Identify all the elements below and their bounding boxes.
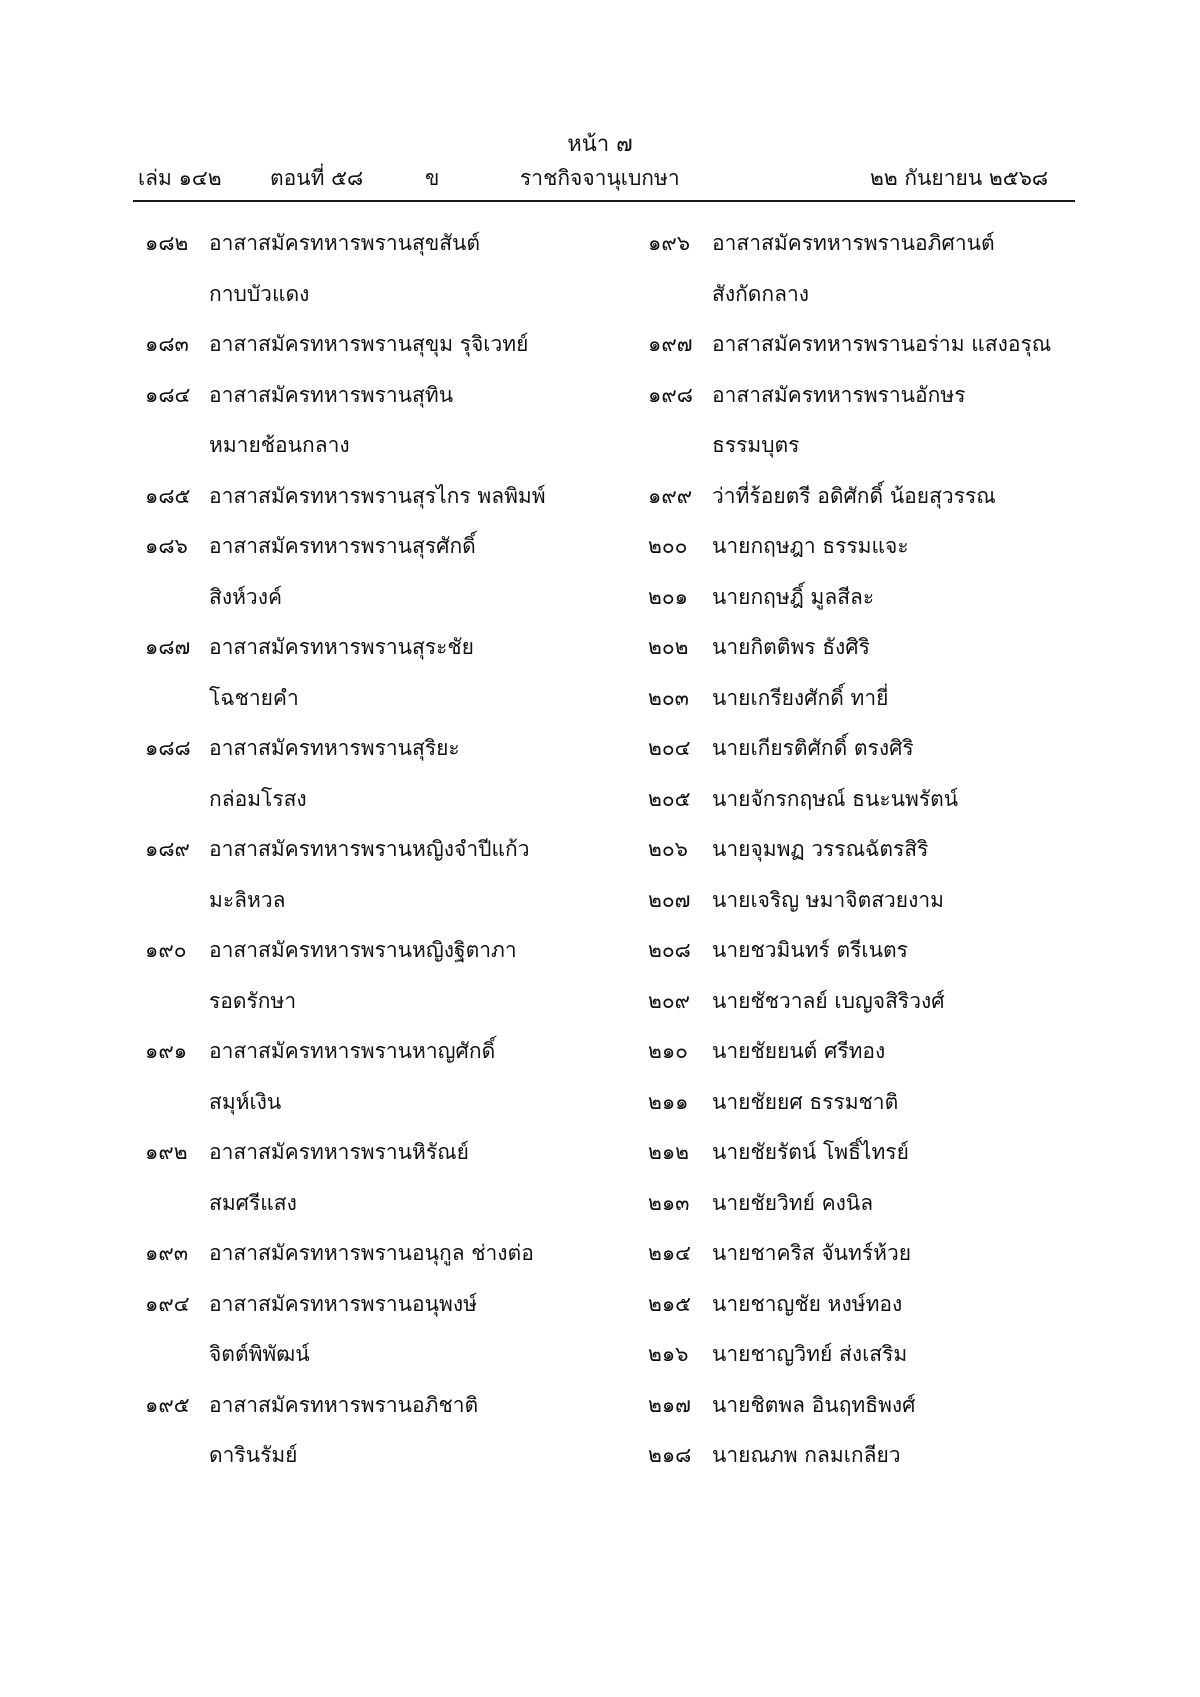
entry-line [145,1289,615,1340]
entry-name-continuation: กาบบัวแดง [209,281,310,306]
entry-line [145,1036,615,1087]
entry-number: ๑๙๗ [648,332,693,356]
list-item [145,935,615,1036]
entry-number: ๒๑๐ [648,1039,688,1063]
entry-name: นายชิตพล อินฤทธิพงศ์ [712,1392,916,1417]
entry-name: อาสาสมัครทหารพรานสุรไกร พลพิมพ์ [209,483,546,508]
entry-line [145,380,615,431]
gazette-header [0,162,1200,196]
list-item [648,986,1118,1037]
list-item [145,228,615,329]
list-item [648,228,1118,329]
entry-number: ๑๙๙ [648,483,693,508]
entry-name: ว่าที่ร้อยตรี อดิศักดิ์ น้อยสุวรรณ [712,483,996,508]
entry-number: ๑๙๘ [648,382,693,407]
entry-name: อาสาสมัครทหารพรานหาญศักดิ์ [209,1039,496,1063]
entry-name: อาสาสมัครทหารพรานสุขสันต์ [209,231,481,255]
entry-name: อาสาสมัครทหารพรานหญิงจำปีแก้ว [209,837,530,861]
list-item [145,733,615,834]
list-item [648,1137,1118,1188]
entry-line [648,531,1118,582]
entry-number: ๑๙๖ [648,231,691,255]
entry-line [648,1339,1118,1390]
section-label: ข [425,166,440,190]
header-rule [133,200,1075,202]
entry-name-continuation: มะลิหวล [209,887,286,912]
entry-number: ๒๐๗ [648,887,691,912]
list-item [648,784,1118,835]
entry-line [648,1137,1118,1188]
entry-name: นายชัยรัตน์ โพธิ์ไทรย์ [712,1140,909,1164]
list-item [648,885,1118,936]
entry-number: ๑๘๖ [145,534,188,558]
list-item [145,1238,615,1289]
entry-number: ๒๐๐ [648,534,688,558]
entry-number: ๒๐๒ [648,635,689,659]
entry-line [145,834,615,885]
entry-name-continuation: กล่อมโรสง [209,786,307,811]
entry-name: นายเกียรติศักดิ์ ตรงศิริ [712,736,914,760]
entry-number: ๑๘๓ [145,332,189,356]
entry-line [145,1137,615,1188]
left-column [145,228,615,1491]
list-item [145,1390,615,1491]
entry-line [145,228,615,279]
entry-name: อาสาสมัครทหารพรานอนุกูล ช่างต่อ [209,1241,534,1265]
entry-name: นายกิตติพร ธังศิริ [712,635,870,659]
entry-name: อาสาสมัครทหารพรานหิรัณย์ [209,1140,469,1164]
entry-number: ๑๙๐ [145,938,187,962]
entry-name: อาสาสมัครทหารพรานหญิงฐิตาภา [209,938,517,962]
entry-line [648,986,1118,1037]
entry-line [648,784,1118,835]
list-item [648,1440,1118,1491]
entry-name: อาสาสมัครทหารพรานอภิชาติ [209,1392,479,1417]
entry-name: อาสาสมัครทหารพรานสุระชัย [209,635,474,659]
entry-name: อาสาสมัครทหารพรานสุริยะ [209,736,460,760]
volume-label: เล่ม ๑๔๒ [138,166,222,190]
list-item [648,1036,1118,1087]
entry-line [145,632,615,683]
entry-name-continuation: หมายช้อนกลาง [209,433,350,457]
entry-line [648,935,1118,986]
entry-number: ๑๘๔ [145,382,191,407]
entry-number: ๑๙๒ [145,1140,188,1164]
entry-line [648,834,1118,885]
entry-number: ๒๑๘ [648,1443,692,1467]
list-item [648,1390,1118,1441]
entry-line [648,885,1118,936]
list-item [648,531,1118,582]
entry-name: นายชัยยนต์ ศรีทอง [712,1039,886,1063]
right-column [648,228,1118,1491]
entry-name: นายชาญวิทย์ ส่งเสริม [712,1342,908,1366]
entry-name-continuation: จิตต์พิพัฒน์ [209,1342,310,1366]
entry-line [648,1188,1118,1239]
list-item [648,1238,1118,1289]
list-item [648,582,1118,633]
list-item [648,1087,1118,1138]
entry-line [145,733,615,784]
list-item [145,1036,615,1137]
entry-line [648,683,1118,734]
list-item [648,834,1118,885]
entry-name: นายชัชวาลย์ เบญจสิริวงศ์ [712,988,945,1013]
list-item [648,935,1118,986]
entry-name: นายชาคริส จันทร์ห้วย [712,1241,912,1265]
list-item [145,329,615,380]
entry-line [648,380,1118,431]
entry-line [648,1289,1118,1340]
entry-name: นายจุมพฏ วรรณฉัตรสิริ [712,837,929,861]
entry-name: อาสาสมัครทหารพรานอร่าม แสงอรุณ [712,332,1052,356]
issue-label: ตอนที่ ๕๘ [270,166,364,190]
entry-number: ๒๑๗ [648,1392,691,1417]
entry-name-continuation: สังกัดกลาง [712,281,810,306]
entry-number: ๒๐๕ [648,786,691,811]
entry-number: ๑๙๔ [145,1291,190,1316]
entry-name: อาสาสมัครทหารพรานอักษร [712,382,966,407]
list-item [145,531,615,632]
entry-number: ๒๐๑ [648,584,688,609]
entry-number: ๒๑๕ [648,1291,692,1316]
list-item [145,481,615,532]
entry-line [648,1036,1118,1087]
list-item [145,632,615,733]
entry-name-continuation: สมุห์เงิน [209,1089,282,1114]
list-item [648,632,1118,683]
entry-line [648,1087,1118,1138]
entry-name: อาสาสมัครทหารพรานสุขุม รุจิเวทย์ [209,332,529,356]
entry-number: ๒๐๔ [648,736,691,760]
entry-name-continuation: สิงห์วงค์ [209,584,283,609]
entry-name-continuation: โฉชายคำ [209,685,299,710]
entry-name: นายณภพ กลมเกลียว [712,1443,901,1467]
entry-name: นายชวมินทร์ ตรีเนตร [712,938,908,962]
entry-name: นายชาญชัย หงษ์ทอง [712,1291,903,1316]
entry-number: ๑๙๕ [145,1392,190,1417]
entry-line [648,632,1118,683]
entry-number: ๑๘๙ [145,837,190,861]
list-item [648,683,1118,734]
entry-name: นายเกรียงศักดิ์ ทายี่ [712,685,889,710]
entry-line [648,481,1118,532]
entry-number: ๑๘๗ [145,635,191,659]
list-item [648,380,1118,481]
entry-line [145,531,615,582]
entry-name: นายชัยวิทย์ คงนิล [712,1190,874,1215]
entry-line [145,935,615,986]
entry-name-continuation: สมศรีแสง [209,1190,297,1215]
entry-name: อาสาสมัครทหารพรานอนุพงษ์ [209,1291,477,1316]
entry-number: ๒๑๓ [648,1190,690,1215]
entry-number: ๒๑๒ [648,1140,690,1164]
entry-number: ๒๐๓ [648,685,690,710]
entry-number: ๑๘๕ [145,483,191,508]
entry-number: ๒๐๘ [648,938,691,962]
entry-line [145,481,615,532]
list-item [145,380,615,481]
list-item [145,1137,615,1238]
entry-number: ๒๑๖ [648,1342,689,1366]
list-item [648,1188,1118,1239]
entry-number: ๑๙๓ [145,1241,189,1265]
entry-line [648,228,1118,279]
list-item [145,1289,615,1390]
entry-number: ๒๐๖ [648,837,688,861]
list-item [145,834,615,935]
list-item [648,1339,1118,1390]
entry-number: ๑๘๒ [145,231,189,255]
entry-number: ๑๙๑ [145,1039,188,1063]
entry-line [145,329,615,380]
entry-line [648,582,1118,633]
page-number: หน้า ๗ [567,132,633,157]
entry-name: อาสาสมัครทหารพรานสุรศักดิ์ [209,534,476,558]
entry-number: ๒๑๑ [648,1089,689,1114]
entry-number: ๒๐๙ [648,988,691,1013]
list-item [648,1289,1118,1340]
entry-line [145,1238,615,1289]
entry-number: ๒๑๔ [648,1241,692,1265]
entry-number: ๑๘๘ [145,736,191,760]
entry-name: อาสาสมัครทหารพรานอภิศานต์ [712,231,995,255]
entry-name-continuation: ธรรมบุตร [712,433,800,457]
entry-name: อาสาสมัครทหารพรานสุทิน [209,382,454,407]
entry-name: นายกฤษฎา ธรรมแจะ [712,534,909,558]
entry-name: นายกฤษฎิ์ มูลสีละ [712,584,875,609]
publication-name: ราชกิจจานุเบกษา [520,166,680,190]
publication-date: ๒๒ กันยายน ๒๕๖๘ [870,166,1049,190]
entry-line [648,329,1118,380]
entry-name: นายจักรกฤษณ์ ธนะนพรัตน์ [712,786,959,811]
entry-line [648,733,1118,784]
entry-name: นายชัยยศ ธรรมชาติ [712,1089,899,1114]
entry-name: นายเจริญ ษมาจิตสวยงาม [712,887,945,912]
list-item [648,329,1118,380]
entry-line [145,1390,615,1441]
entry-line [648,1390,1118,1441]
list-item [648,733,1118,784]
entry-line [648,1440,1118,1491]
entry-name-continuation: รอดรักษา [209,988,297,1013]
list-item [648,481,1118,532]
entry-line [648,1238,1118,1289]
entry-name-continuation: ดารินรัมย์ [209,1443,298,1467]
